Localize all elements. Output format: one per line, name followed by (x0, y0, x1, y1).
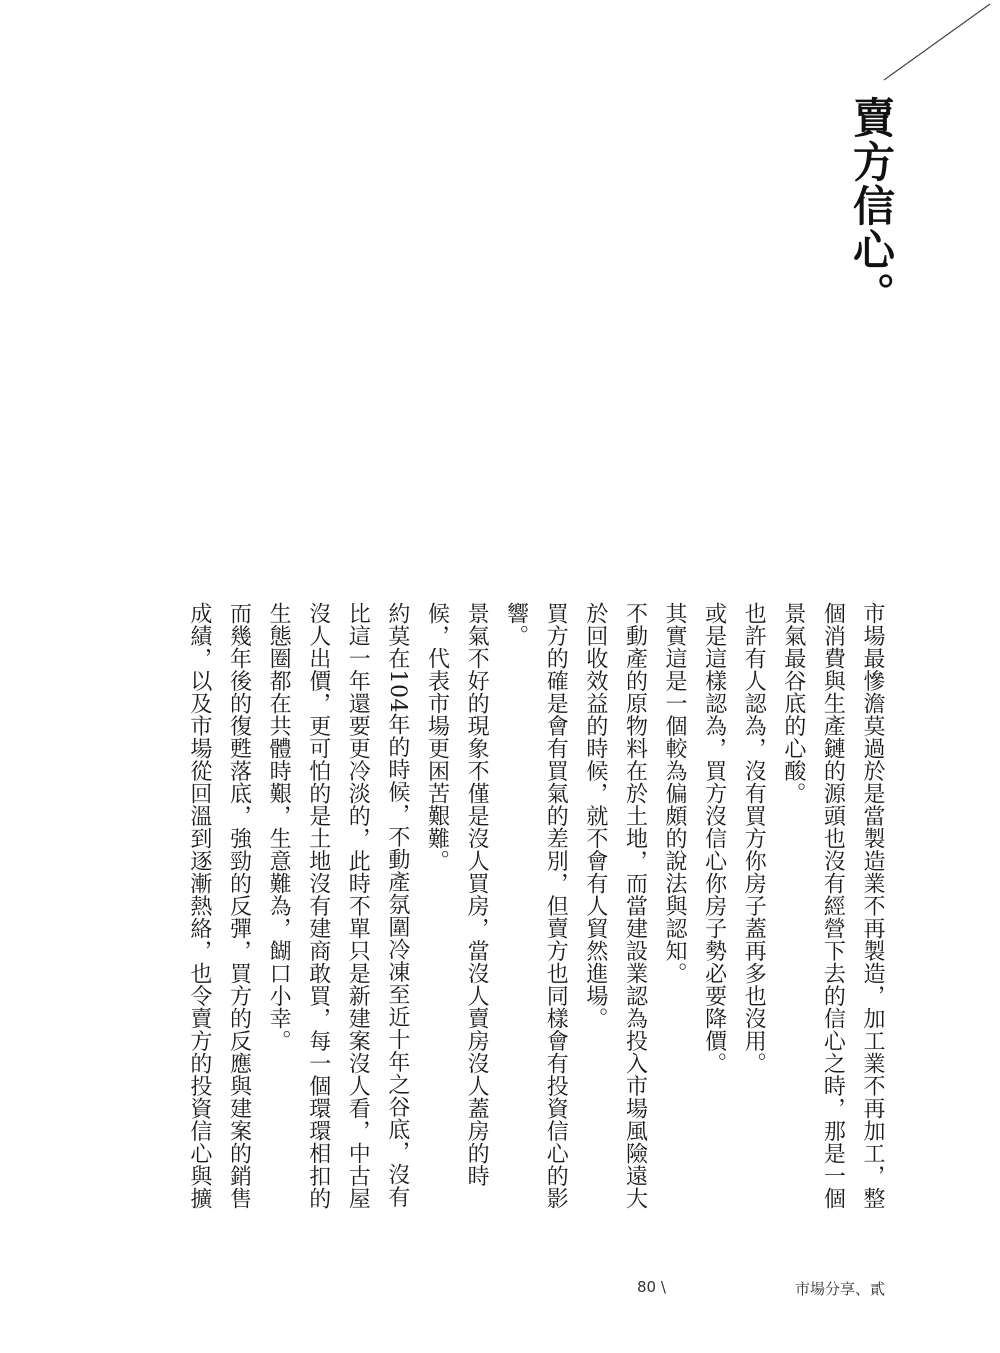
paragraph: 其實這是一個較為偏頗的說法與認知。 (662, 602, 688, 985)
paragraph: 而幾年後的復甦落底，強勁的反彈，買方的反應與建案的銷售成績，以及市場從回溫到逐漸熱絡，也令賣方的投資信心與擴 (186, 602, 252, 1210)
page-number: 80 \ (637, 1278, 666, 1296)
paragraph: 景氣不好的現象不僅是沒人買房，當沒人賣房沒人蓋房的時候，代表市場更困苦艱難。 (424, 602, 490, 1187)
page-footer (0, 1278, 1000, 1302)
section-name: 市場分享、貳 (795, 1280, 886, 1298)
paragraph: 也許有人認為，沒有買方你房子蓋再多也沒用。 (741, 602, 767, 1075)
paragraph: 市場最慘澹莫過於是當製造業不再製造，加工業不再加工，整個消費與生產鏈的源頭也沒有經營下去的信心之時，那是一個景氣最谷底的心酸。 (780, 602, 885, 1210)
paragraph: 約莫在104年的時候，不動產氛圍冷凍至近十年之谷底，沒有比這一年還要更冷淡的，此時不單只是新建案沒人看，中古屋沒人出價，更可怕的是土地沒有建商敢買，每一個環環相扣的生態圈都在共體時艱，生意難為，餬口小幸。 (266, 602, 410, 1210)
paragraph: 或是這樣認為，買方沒信心你房子勢必要降價。 (701, 602, 727, 1075)
paragraph: 買方的確是會有買氣的差別，但賣方也同樣會有投資信心的影響。 (503, 602, 569, 1210)
paragraph: 不動產的原物料在於土地，而當建設業認為投入市場風險遠大於回收效益的時候，就不會有人貿然進場。 (582, 602, 648, 1210)
body-text (179, 602, 892, 1222)
page-title: 賣方信心。 (847, 96, 896, 316)
